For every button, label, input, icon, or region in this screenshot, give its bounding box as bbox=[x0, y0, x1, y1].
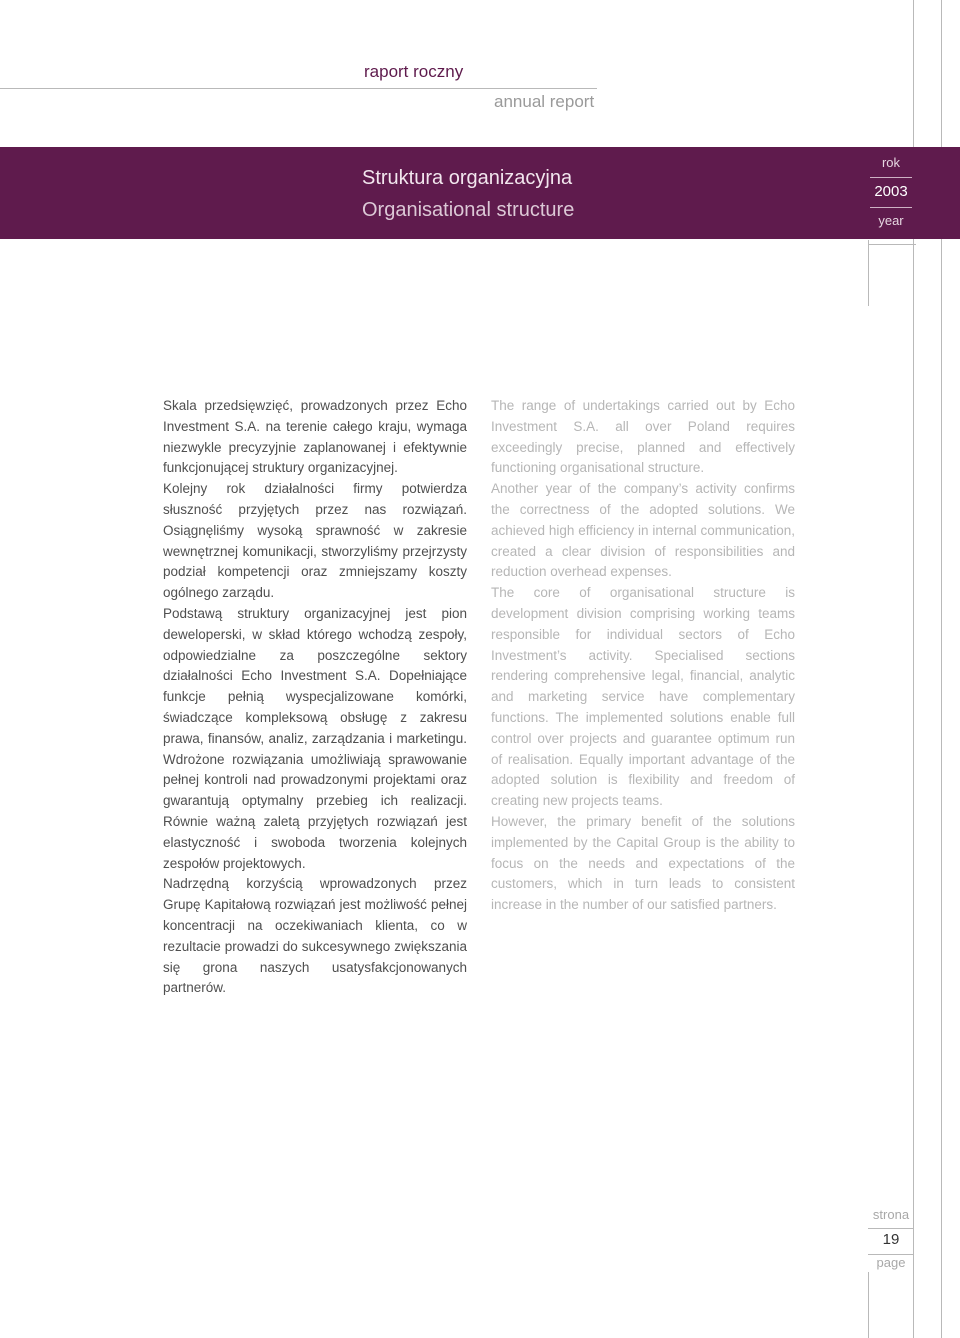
section-title-en: Organisational structure bbox=[362, 199, 575, 221]
year-box bbox=[866, 147, 916, 239]
page-box-rule-top bbox=[868, 1228, 914, 1229]
page-label-pl: strona bbox=[872, 1207, 910, 1222]
year-box-rule-bottom bbox=[870, 207, 912, 208]
paragraph-pl-4: Nadrzędną korzyścią wprowadzonych przez Grupę Kapitałową rozwiązań jest możliwość pełnej koncentracji na oczekiwaniach klienta, co w rezultacie prowadzi do sukcesywnego zwiększania się grona naszych usatysfakcjonowanych partnerów. bbox=[163, 876, 467, 996]
frame-line-page-left bbox=[868, 1272, 869, 1338]
page-number: 19 bbox=[882, 1231, 900, 1248]
paragraph-en-3: The core of organisational structure is development division comprising working teams responsible for individual sectors of Echo Investment’s activity. Specialised sections rendering comprehensive legal, financial, analytic and marketing service have complementary functions. The implemented solutions enable full control over projects and guarantee optimum run of realisation. Equally important advantage of the adopted solution is flexibility and freedom of creating new projects teams. bbox=[491, 585, 795, 809]
frame-line-year-left bbox=[868, 240, 869, 306]
paragraph-en-1: The range of undertakings carried out by Echo Investment S.A. all over Poland requires exceedingly precise, planned and effectively functioning organisational structure. bbox=[491, 398, 795, 476]
body-column-en bbox=[491, 396, 795, 916]
year-box-rule-top bbox=[870, 177, 912, 178]
section-title-pl: Struktura organizacyjna bbox=[362, 167, 573, 189]
paragraph-pl-2: Kolejny rok działalności firmy potwierdza słuszność przyjętych przez nas rozwiązań. Osiągnęliśmy wysoką sprawność w zakresie wewnętrznej komunikacji, stworzyliśmy przejrzysty podział kompetencji oraz zmniejszamy koszty ogólnego zarządu. bbox=[163, 481, 467, 601]
year-label-pl: rok bbox=[881, 155, 901, 170]
paragraph-en-4: However, the primary benefit of the solutions implemented by the Capital Group is the ability to focus on the needs and expectations of the customers, which in turn leads to consistent increase in the number of our satisfied partners. bbox=[491, 813, 795, 913]
report-title-pl: raport roczny bbox=[364, 62, 464, 81]
body-column-pl bbox=[163, 396, 467, 999]
paragraph-pl-3: Podstawą struktury organizacyjnej jest pion deweloperski, w skład którego wchodzą zespoły, odpowiedzialne za poszczególne sektory działalności Echo Investment S.A. Dopełniające funkcje pełnią wyspecjalizowane komórki, świadczące kompleksową obsługę z zakresu prawa, finansów, analiz, zarządzania i marketingu. Wdrożone rozwiązania umożliwiają sprawowanie pełnej kontroli nad prowadzonymi projektami oraz gwarantują optymalny przebieg ich realizacji. Równie ważną zaletą przyjętych rozwiązań jest elastyczność i swoboda tworzenia kolejnych zespołów projektowych. bbox=[163, 605, 467, 871]
page-number-box bbox=[868, 1205, 914, 1275]
report-title-en: annual report bbox=[494, 92, 595, 111]
header-rule bbox=[0, 88, 597, 89]
paragraph-en-2: Another year of the company’s activity confirms the correctness of the adopted solutions. We achieved high efficiency in internal communication, created a clear division of responsibilities and reduction overhead expenses. bbox=[491, 481, 795, 580]
year-label-en: year bbox=[878, 213, 904, 228]
page-label-en: page bbox=[876, 1255, 906, 1270]
frame-line-year-bottom bbox=[868, 244, 916, 245]
year-value: 2003 bbox=[874, 183, 908, 200]
paragraph-pl-1: Skala przedsięwzięć, prowadzonych przez Echo Investment S.A. na terenie całego kraju, wymaga niezwykle precyzyjnie zaplanowanej i efektywnie funkcjonującej struktury organizacyjnej. bbox=[163, 398, 467, 476]
section-band bbox=[0, 147, 960, 239]
